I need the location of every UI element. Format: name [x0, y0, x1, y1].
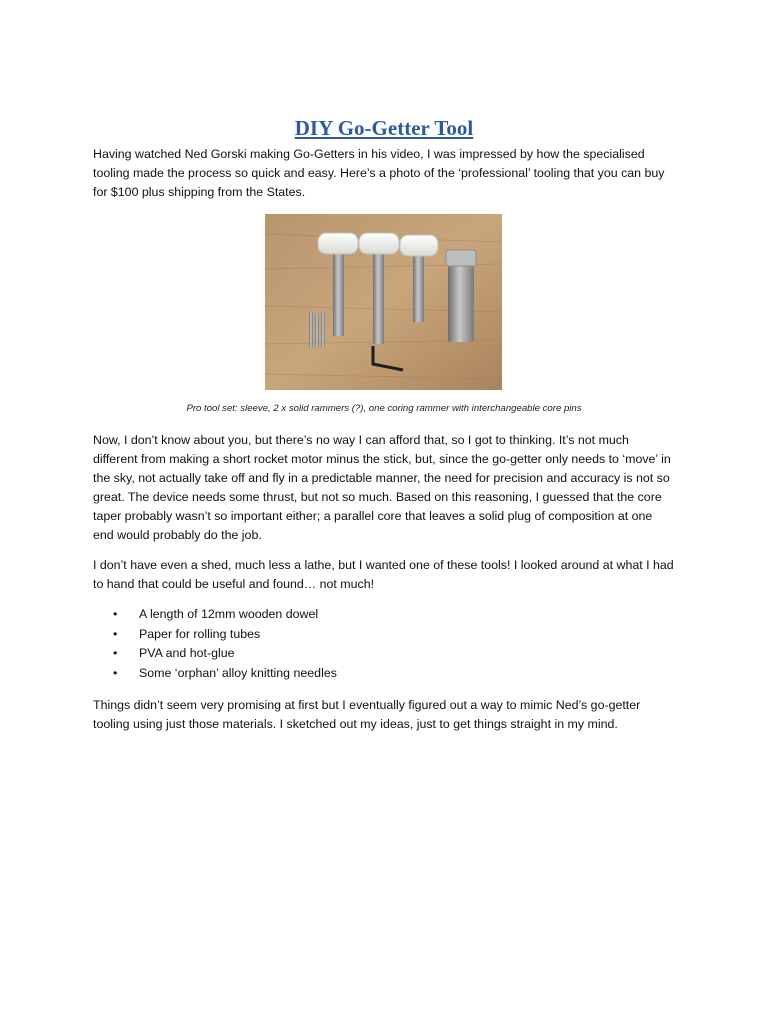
materials-list [93, 605, 653, 683]
document-title: DIY Go-Getter Tool [294, 116, 474, 140]
list-item [93, 625, 653, 645]
list-item-text: Some ‘orphan’ alloy knitting needles [139, 665, 337, 680]
list-item-text: Paper for rolling tubes [139, 626, 261, 641]
reasoning-paragraph: Now, I don’t know about you, but there’s no way I can afford that, so I got to thinking. It’s not much different from making a short rocket motor minus the stick, but, since the go-getter only needs to ‘move’ in the sky, not actually take off and fly in a predictable manner, the need for precision and accuracy is not so great. The device needs some thrust, but not so much. Based on this reasoning, I guessed that the core taper probably wasn’t so important either; a parallel core that leaves a solid plug of composition at one end would probably do the job. [93, 433, 671, 542]
bullet-marker: • [113, 607, 118, 621]
photo-caption: Pro tool set: sleeve, 2 x solid rammers (?), one coring rammer with interchangeable core pins [186, 403, 582, 414]
closing-paragraph: Things didn’t seem very promising at first but I eventually figured out a way to mimic Ned’s go-getter tooling using just those materials. I sketched out my ideas, just to get things straight in my mind. [93, 698, 641, 731]
tool-set-photo [265, 214, 502, 390]
materials-intro-paragraph: I don’t have even a shed, much less a lathe, but I wanted one of these tools! I looked around at what I had to hand that could be useful and found… not much! [93, 558, 674, 591]
list-item [93, 605, 653, 625]
bullet-marker: • [113, 626, 118, 641]
list-item-text: PVA and hot-glue [139, 646, 235, 660]
list-item [93, 644, 653, 664]
bullet-marker: • [113, 646, 118, 660]
list-item-text: A length of 12mm wooden dowel [139, 607, 319, 621]
list-item [93, 664, 653, 684]
bullet-marker: • [113, 665, 118, 680]
intro-paragraph: Having watched Ned Gorski making Go-Getters in his video, I was impressed by how the specialised tooling made the process so quick and easy. Here’s a photo of the ‘professional’ tooling that you can buy for $100 plus shipping from the States. [93, 147, 665, 199]
